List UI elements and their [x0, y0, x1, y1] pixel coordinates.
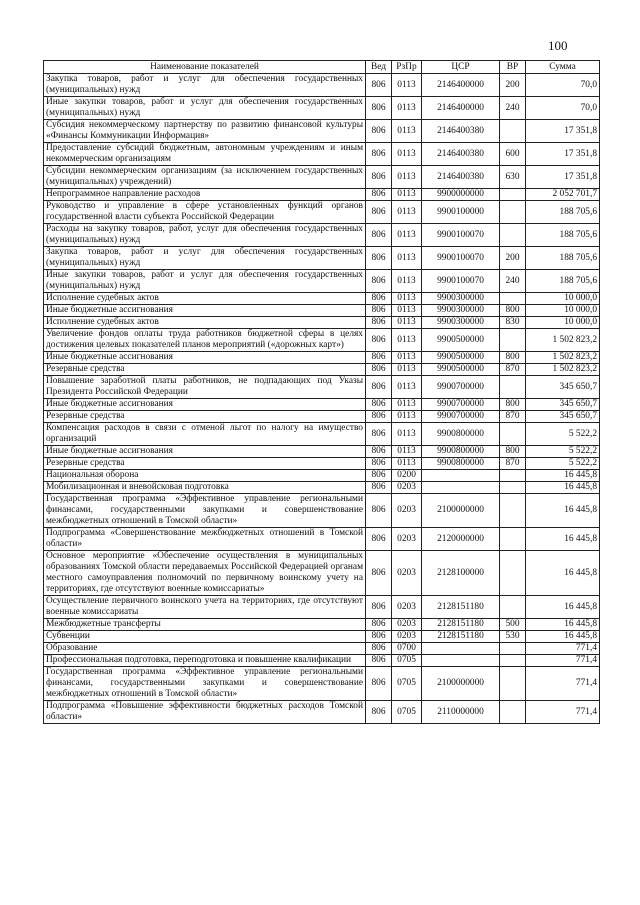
row-rzpr: 0113: [392, 293, 422, 305]
row-sum: 1 502 823,2: [526, 329, 600, 352]
row-csr: 2128151180: [422, 619, 500, 631]
table-row: [44, 551, 600, 596]
row-csr: [422, 643, 500, 655]
row-name: Образование: [44, 643, 366, 655]
row-name: Руководство и управление в сфере установленных функций органов государственной власти субъекта Российской Федерации: [44, 201, 366, 224]
row-rzpr: 0113: [392, 329, 422, 352]
row-csr: 2128151180: [422, 631, 500, 643]
row-sum: 771,4: [526, 701, 600, 724]
row-csr: 9900800000: [422, 458, 500, 470]
table-row: [44, 423, 600, 446]
row-ved: 806: [366, 189, 392, 201]
row-name: Основное мероприятие «Обеспечение осуществления в муниципальных образованиях Томской области передаваемых Российской Федерацией органам местного самоуправления полномочий по первичному воинскому учету на территориях, где отсутствуют военные комиссариаты»: [44, 551, 366, 596]
row-name: Увеличение фондов оплаты труда работников бюджетной сферы в целях достижения целевых показателей планов мероприятий («дорожных карт»): [44, 329, 366, 352]
row-vr: [500, 470, 526, 482]
table-row: [44, 247, 600, 270]
row-csr: 2146400000: [422, 74, 500, 97]
row-csr: 9900300000: [422, 293, 500, 305]
row-sum: 188 705,6: [526, 247, 600, 270]
row-ved: 806: [366, 643, 392, 655]
row-ved: 806: [366, 364, 392, 376]
table-header-row: [44, 61, 600, 74]
table-row: [44, 74, 600, 97]
row-rzpr: 0113: [392, 189, 422, 201]
row-sum: 1 502 823,2: [526, 352, 600, 364]
row-name: Исполнение судебных актов: [44, 317, 366, 329]
table-row: [44, 376, 600, 399]
row-sum: 10 000,0: [526, 317, 600, 329]
row-ved: 806: [366, 701, 392, 724]
row-rzpr: 0113: [392, 120, 422, 143]
row-ved: 806: [366, 667, 392, 701]
row-rzpr: 0113: [392, 399, 422, 411]
row-name: Межбюджетные трансферты: [44, 619, 366, 631]
row-sum: 16 445,8: [526, 528, 600, 551]
row-ved: 806: [366, 293, 392, 305]
row-ved: 806: [366, 166, 392, 189]
row-sum: 10 000,0: [526, 293, 600, 305]
row-csr: [422, 655, 500, 667]
row-vr: 870: [500, 364, 526, 376]
row-ved: 806: [366, 352, 392, 364]
table-row: [44, 458, 600, 470]
row-vr: 870: [500, 411, 526, 423]
row-ved: 806: [366, 458, 392, 470]
row-rzpr: 0113: [392, 376, 422, 399]
row-rzpr: 0113: [392, 352, 422, 364]
table-row: [44, 655, 600, 667]
row-csr: 2110000000: [422, 701, 500, 724]
row-sum: 771,4: [526, 655, 600, 667]
row-rzpr: 0705: [392, 667, 422, 701]
row-ved: 806: [366, 494, 392, 528]
row-name: Субсидии некоммерческим организациям (за исключением государственных (муниципальных) учреждений): [44, 166, 366, 189]
row-sum: 5 522,2: [526, 458, 600, 470]
row-ved: 806: [366, 528, 392, 551]
table-row: [44, 120, 600, 143]
row-name: Субвенции: [44, 631, 366, 643]
row-rzpr: 0113: [392, 74, 422, 97]
row-name: Компенсация расходов в связи с отменой льгот по налогу на имущество организаций: [44, 423, 366, 446]
table-row: [44, 143, 600, 166]
row-rzpr: 0113: [392, 458, 422, 470]
row-sum: 5 522,2: [526, 423, 600, 446]
row-rzpr: 0203: [392, 494, 422, 528]
row-rzpr: 0113: [392, 446, 422, 458]
row-csr: [422, 470, 500, 482]
table-row: [44, 411, 600, 423]
table-row: [44, 494, 600, 528]
table-row: [44, 364, 600, 376]
row-csr: 9900500000: [422, 329, 500, 352]
header-rzpr: РзПр: [392, 61, 422, 74]
row-rzpr: 0113: [392, 317, 422, 329]
table-row: [44, 643, 600, 655]
row-vr: [500, 224, 526, 247]
row-sum: 16 445,8: [526, 596, 600, 619]
row-vr: 600: [500, 143, 526, 166]
row-vr: [500, 376, 526, 399]
row-ved: 806: [366, 247, 392, 270]
row-name: Мобилизационная и вневойсковая подготовка: [44, 482, 366, 494]
row-vr: [500, 701, 526, 724]
row-ved: 806: [366, 201, 392, 224]
row-sum: 17 351,8: [526, 120, 600, 143]
row-rzpr: 0113: [392, 201, 422, 224]
row-name: Непрограммное направление расходов: [44, 189, 366, 201]
row-rzpr: 0203: [392, 631, 422, 643]
row-vr: 240: [500, 97, 526, 120]
table-row: [44, 329, 600, 352]
row-sum: 188 705,6: [526, 224, 600, 247]
row-ved: 806: [366, 97, 392, 120]
row-name: Резервные средства: [44, 458, 366, 470]
table-row: [44, 201, 600, 224]
row-csr: 9900100070: [422, 224, 500, 247]
row-sum: 2 052 701,7: [526, 189, 600, 201]
row-csr: 2100000000: [422, 667, 500, 701]
row-name: Подпрограмма «Повышение эффективности бюджетных расходов Томской области»: [44, 701, 366, 724]
row-csr: 9900800000: [422, 423, 500, 446]
row-rzpr: 0203: [392, 482, 422, 494]
table-row: [44, 189, 600, 201]
row-name: Исполнение судебных актов: [44, 293, 366, 305]
row-name: Повышение заработной платы работников, не подпадающих под Указы Президента Российской Федерации: [44, 376, 366, 399]
table-row: [44, 224, 600, 247]
table-row: [44, 352, 600, 364]
row-rzpr: 0705: [392, 655, 422, 667]
row-csr: 2146400000: [422, 97, 500, 120]
row-vr: 830: [500, 317, 526, 329]
row-vr: [500, 201, 526, 224]
row-csr: 9900000000: [422, 189, 500, 201]
row-rzpr: 0200: [392, 470, 422, 482]
header-name: Наименование показателей: [44, 61, 366, 74]
row-ved: 806: [366, 143, 392, 166]
row-name: Субсидия некоммерческому партнерству по развитию финансовой культуры «Финансы Коммуникации Информация»: [44, 120, 366, 143]
row-sum: 771,4: [526, 643, 600, 655]
budget-table: [43, 60, 600, 724]
row-ved: 806: [366, 423, 392, 446]
row-name: Подпрограмма «Совершенствование межбюджетных отношений в Томской области»: [44, 528, 366, 551]
row-name: Профессиональная подготовка, переподготовка и повышение квалификации: [44, 655, 366, 667]
row-name: Закупка товаров, работ и услуг для обеспечения государственных (муниципальных) нужд: [44, 74, 366, 97]
row-ved: 806: [366, 74, 392, 97]
row-ved: 806: [366, 270, 392, 293]
row-sum: 345 650,7: [526, 411, 600, 423]
row-csr: 2146400380: [422, 143, 500, 166]
row-ved: 806: [366, 551, 392, 596]
row-sum: 771,4: [526, 667, 600, 701]
row-csr: 9900800000: [422, 446, 500, 458]
row-sum: 17 351,8: [526, 143, 600, 166]
row-sum: 16 445,8: [526, 631, 600, 643]
row-name: Иные бюджетные ассигнования: [44, 352, 366, 364]
row-rzpr: 0113: [392, 97, 422, 120]
row-vr: 240: [500, 270, 526, 293]
row-sum: 16 445,8: [526, 619, 600, 631]
row-name: Иные закупки товаров, работ и услуг для обеспечения государственных (муниципальных) нужд: [44, 270, 366, 293]
row-rzpr: 0113: [392, 411, 422, 423]
row-vr: 800: [500, 305, 526, 317]
row-csr: 9900700000: [422, 376, 500, 399]
row-sum: 345 650,7: [526, 399, 600, 411]
row-vr: 800: [500, 399, 526, 411]
row-csr: 9900700000: [422, 399, 500, 411]
row-ved: 806: [366, 619, 392, 631]
row-csr: 2128100000: [422, 551, 500, 596]
table-row: [44, 528, 600, 551]
row-ved: 806: [366, 224, 392, 247]
row-sum: 70,0: [526, 74, 600, 97]
table-row: [44, 317, 600, 329]
row-vr: 200: [500, 247, 526, 270]
row-vr: [500, 551, 526, 596]
page-number: 100: [548, 38, 568, 53]
row-sum: 16 445,8: [526, 494, 600, 528]
header-vr: ВР: [500, 61, 526, 74]
row-csr: 2120000000: [422, 528, 500, 551]
row-vr: [500, 293, 526, 305]
row-rzpr: 0113: [392, 270, 422, 293]
row-sum: 16 445,8: [526, 470, 600, 482]
row-vr: [500, 643, 526, 655]
row-name: Резервные средства: [44, 411, 366, 423]
table-row: [44, 166, 600, 189]
table-row: [44, 631, 600, 643]
row-ved: 806: [366, 329, 392, 352]
row-rzpr: 0203: [392, 619, 422, 631]
table-row: [44, 482, 600, 494]
row-rzpr: 0203: [392, 528, 422, 551]
row-name: Иные бюджетные ассигнования: [44, 305, 366, 317]
row-csr: 9900300000: [422, 317, 500, 329]
table-row: [44, 619, 600, 631]
row-ved: 806: [366, 655, 392, 667]
row-name: Государственная программа «Эффективное управление региональными финансами, государственными закупками и совершенствование межбюджетных отношений в Томской области»: [44, 494, 366, 528]
row-vr: 530: [500, 631, 526, 643]
row-vr: [500, 655, 526, 667]
row-sum: 70,0: [526, 97, 600, 120]
row-name: Осуществление первичного воинского учета на территориях, где отсутствуют военные комиссариаты: [44, 596, 366, 619]
row-name: Иные бюджетные ассигнования: [44, 446, 366, 458]
row-vr: [500, 667, 526, 701]
row-vr: 200: [500, 74, 526, 97]
row-name: Закупка товаров, работ и услуг для обеспечения государственных (муниципальных) нужд: [44, 247, 366, 270]
row-rzpr: 0113: [392, 364, 422, 376]
row-vr: 500: [500, 619, 526, 631]
row-name: Государственная программа «Эффективное управление региональными финансами, государственными закупками и совершенствование межбюджетных отношений в Томской области»: [44, 667, 366, 701]
row-sum: 5 522,2: [526, 446, 600, 458]
row-ved: 806: [366, 120, 392, 143]
row-ved: 806: [366, 482, 392, 494]
row-name: Иные бюджетные ассигнования: [44, 399, 366, 411]
row-vr: [500, 482, 526, 494]
row-name: Национальная оборона: [44, 470, 366, 482]
row-csr: 9900100070: [422, 270, 500, 293]
row-sum: 10 000,0: [526, 305, 600, 317]
row-csr: 9900500000: [422, 364, 500, 376]
row-ved: 806: [366, 376, 392, 399]
row-vr: [500, 189, 526, 201]
table-row: [44, 470, 600, 482]
row-ved: 806: [366, 631, 392, 643]
row-sum: 16 445,8: [526, 482, 600, 494]
row-rzpr: 0203: [392, 551, 422, 596]
header-csr: ЦСР: [422, 61, 500, 74]
row-csr: 9900100070: [422, 247, 500, 270]
row-rzpr: 0113: [392, 305, 422, 317]
row-vr: 870: [500, 458, 526, 470]
table-row: [44, 446, 600, 458]
row-rzpr: 0113: [392, 247, 422, 270]
row-ved: 806: [366, 470, 392, 482]
row-rzpr: 0113: [392, 423, 422, 446]
row-rzpr: 0113: [392, 143, 422, 166]
table-row: [44, 701, 600, 724]
row-csr: 2100000000: [422, 494, 500, 528]
row-ved: 806: [366, 446, 392, 458]
row-vr: [500, 528, 526, 551]
row-vr: [500, 423, 526, 446]
row-csr: 9900100000: [422, 201, 500, 224]
row-vr: 800: [500, 352, 526, 364]
row-csr: 2146400380: [422, 166, 500, 189]
row-vr: 630: [500, 166, 526, 189]
row-csr: 9900500000: [422, 352, 500, 364]
table-row: [44, 399, 600, 411]
row-csr: [422, 482, 500, 494]
row-ved: 806: [366, 305, 392, 317]
header-sum: Сумма: [526, 61, 600, 74]
row-name: Предоставление субсидий бюджетным, автономным учреждениям и иным некоммерческим организациям: [44, 143, 366, 166]
row-sum: 188 705,6: [526, 270, 600, 293]
row-ved: 806: [366, 596, 392, 619]
row-name: Иные закупки товаров, работ и услуг для обеспечения государственных (муниципальных) нужд: [44, 97, 366, 120]
row-csr: 2146400380: [422, 120, 500, 143]
row-vr: [500, 494, 526, 528]
row-rzpr: 0113: [392, 166, 422, 189]
row-rzpr: 0705: [392, 701, 422, 724]
header-ved: Вед: [366, 61, 392, 74]
table-row: [44, 270, 600, 293]
row-rzpr: 0203: [392, 596, 422, 619]
row-sum: 188 705,6: [526, 201, 600, 224]
row-vr: [500, 596, 526, 619]
table-row: [44, 667, 600, 701]
row-sum: 345 650,7: [526, 376, 600, 399]
row-csr: 9900300000: [422, 305, 500, 317]
table-row: [44, 305, 600, 317]
row-rzpr: 0700: [392, 643, 422, 655]
row-vr: [500, 329, 526, 352]
row-ved: 806: [366, 399, 392, 411]
table-row: [44, 293, 600, 305]
row-csr: 2128151180: [422, 596, 500, 619]
row-ved: 806: [366, 411, 392, 423]
row-name: Расходы на закупку товаров, работ, услуг для обеспечения государственных (муниципальных) нужд: [44, 224, 366, 247]
row-name: Резервные средства: [44, 364, 366, 376]
row-vr: 800: [500, 446, 526, 458]
row-vr: [500, 120, 526, 143]
row-sum: 1 502 823,2: [526, 364, 600, 376]
row-ved: 806: [366, 317, 392, 329]
row-csr: 9900700000: [422, 411, 500, 423]
table-row: [44, 596, 600, 619]
table-row: [44, 97, 600, 120]
row-sum: 16 445,8: [526, 551, 600, 596]
row-rzpr: 0113: [392, 224, 422, 247]
row-sum: 17 351,8: [526, 166, 600, 189]
